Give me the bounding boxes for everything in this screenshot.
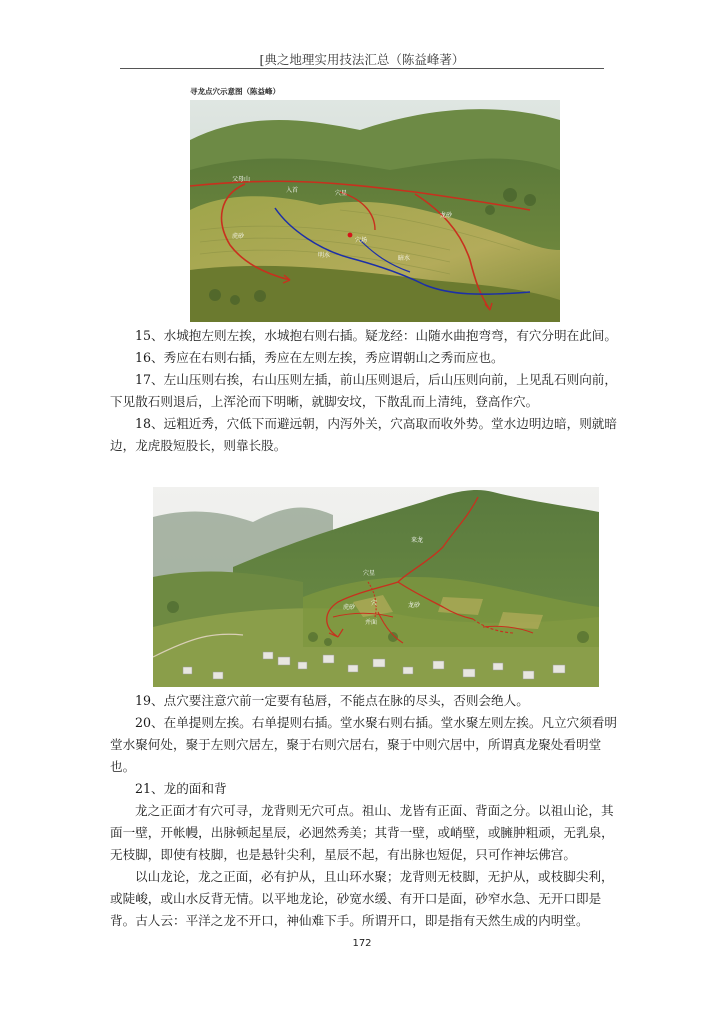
label-xue-chang: 穴场 [355,237,368,244]
label-hu-sha-2: 虎砂 [343,604,356,611]
paragraph-17: 17、左山压则右挨，右山压则左插，前山压则退后，后山压则向前，上见乱石则向前，下见散石则退后，上浑沦而下明晰，就脚安坟，下散乱而上清纯，登高作穴。 [110,372,617,409]
label-hu-sha: 虎砂 [232,233,245,240]
label-an-shui: 暗水 [398,255,411,262]
label-long-sha-2: 龙砂 [408,602,421,609]
label-ming-shui: 明水 [318,252,331,259]
label-xue-xing-2: 穴星 [363,570,376,577]
label-xue-xing: 穴星 [335,190,348,197]
label-fumu-shan: 父母山 [232,176,251,183]
paragraph-19: 19、点穴要注意穴前一定要有毡唇，不能点在脉的尽头，否则会绝人。 [135,693,529,708]
header-rule [120,68,604,69]
running-header: [典之地理实用技法汇总（陈益峰著） [259,52,465,67]
label-ming-tang: 并面 [365,619,378,626]
label-long-sha: 龙砂 [440,212,453,219]
figure1-landscape-photo [190,100,560,322]
label-ru-shou: 入首 [286,187,299,194]
page-number: 172 [352,938,372,949]
figure1-caption: 寻龙点穴示意图（陈益峰） [190,87,280,96]
paragraph-22: 龙之正面才有穴可寻，龙背则无穴可点。祖山、龙皆有正面、背面之分。以祖山论，其面一壁，开帐幔，出脉顿起星辰，必迥然秀美；其背一壁，或峭壁，或臃肿粗顽，无乳泉，无枝脚，即使有枝脚，也是悬针尖利，星辰不起，有出脉也短促，只可作神坛佛宫。 [110,803,614,862]
paragraph-15: 15、水城抱左则左挨，水城抱右则右插。疑龙经：山随水曲抱弯弯，有穴分明在此间。 [135,328,617,343]
paragraph-16: 16、秀应在右则右插，秀应在左则左挨，秀应谓朝山之秀而应也。 [135,350,504,365]
figure1-illustration [190,100,560,322]
paragraph-20: 20、在单提则左挨。右单提则右插。堂水聚右则右插。堂水聚左则左挨。凡立穴须看明堂水聚何处，聚于左则穴居左，聚于右则穴居右，聚于中则穴居中，所谓真龙聚处看明堂也。 [110,715,617,774]
label-lai-long: 来龙 [411,537,424,544]
figure2-landscape-photo [153,487,599,687]
section-b-text [110,690,620,932]
figure2-illustration [153,487,599,687]
section-a-text [110,325,620,457]
paragraph-21: 21、龙的面和背 [135,781,227,796]
paragraph-18: 18、远粗近秀，穴低下而避远朝，内泻外关，穴高取而收外势。堂水边明边暗，则就暗边，龙虎股短股长，则靠长股。 [110,416,617,453]
label-xue: 穴 [371,600,378,607]
paragraph-23: 以山龙论，龙之正面，必有护从，且山环水聚；龙背则无枝脚，无护从，或枝脚尖利，或陡峻，或山水反背无情。以平地龙论，砂宽水缓、有开口是面，砂窄水急、无开口即是背。古人云：平洋之龙不开口，神仙难下手。所谓开口，即是指有天然生成的内明堂。 [110,869,614,928]
